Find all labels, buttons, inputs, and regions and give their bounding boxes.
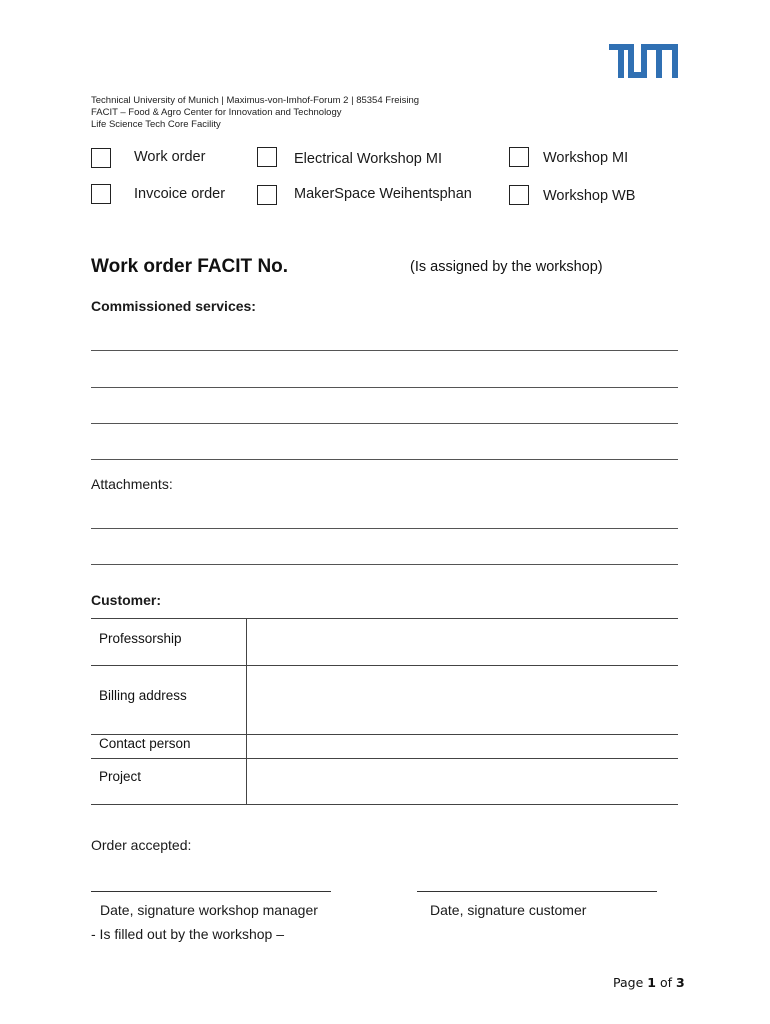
customer-row-professorship: [91, 619, 678, 666]
customer-key-professorship: Professorship: [91, 619, 246, 666]
header-address-line-2: FACIT – Food & Agro Center for Innovation and Technology: [91, 107, 342, 118]
customer-value-billing-address[interactable]: [246, 666, 678, 735]
checkbox-electrical-workshop-mi[interactable]: [257, 147, 277, 167]
checkbox-label-workshop-wb: Workshop WB: [543, 188, 636, 204]
checkbox-workshop-mi[interactable]: [509, 147, 529, 167]
signature-line-customer[interactable]: [417, 891, 657, 892]
customer-row-project: [91, 759, 678, 805]
customer-key-billing-address: Billing address: [91, 666, 246, 735]
checkbox-label-invoice-order: Invcoice order: [134, 186, 226, 202]
checkbox-makerspace-weihenstephan[interactable]: [257, 185, 277, 205]
order-accepted-label: Order accepted:: [91, 837, 192, 853]
services-line-1[interactable]: [91, 350, 678, 351]
signature-line-manager[interactable]: [91, 891, 331, 892]
signature-manager-caption: Date, signature workshop manager: [100, 902, 318, 918]
checkbox-label-electrical-workshop-mi: Electrical Workshop MI: [294, 151, 442, 167]
services-line-4[interactable]: [91, 459, 678, 460]
customer-key-contact-person: Contact person: [91, 735, 246, 759]
customer-label: Customer:: [91, 592, 162, 608]
checkbox-label-work-order: Work order: [134, 149, 206, 165]
attachments-line-2[interactable]: [91, 564, 678, 565]
form-title-note: (Is assigned by the workshop): [410, 259, 603, 275]
customer-row-billing-address: [91, 666, 678, 735]
tum-logo: [609, 44, 678, 78]
page-word: Page: [613, 975, 644, 990]
page-number: [613, 975, 685, 990]
services-line-2[interactable]: [91, 387, 678, 388]
customer-value-contact-person[interactable]: [246, 735, 678, 759]
customer-row-contact-person: [91, 735, 678, 759]
filled-by-workshop-note: - Is filled out by the workshop –: [91, 926, 284, 942]
page-current: 1: [647, 975, 656, 990]
header-address-line-1: Technical University of Munich | Maximus-von-Imhof-Forum 2 | 85354 Freising: [91, 95, 420, 106]
customer-value-professorship[interactable]: [246, 619, 678, 666]
attachments-label: Attachments:: [91, 476, 173, 492]
customer-key-project: Project: [91, 759, 246, 805]
checkbox-label-workshop-mi: Workshop MI: [543, 150, 629, 166]
customer-value-project[interactable]: [246, 759, 678, 805]
form-title: Work order FACIT No.: [91, 256, 289, 277]
attachments-line-1[interactable]: [91, 528, 678, 529]
header-address-line-3: Life Science Tech Core Facility: [91, 119, 221, 130]
checkbox-workshop-wb[interactable]: [509, 185, 529, 205]
signature-customer-caption: Date, signature customer: [430, 902, 587, 918]
customer-table: [91, 618, 678, 805]
services-line-3[interactable]: [91, 423, 678, 424]
page-of-word: of: [659, 975, 672, 990]
checkbox-invoice-order[interactable]: [91, 184, 111, 204]
checkbox-work-order[interactable]: [91, 148, 111, 168]
page-total: 3: [675, 975, 685, 990]
commissioned-services-label: Commissioned services:: [91, 298, 256, 314]
checkbox-label-makerspace-weihenstephan: MakerSpace Weihentsphan: [294, 186, 472, 202]
